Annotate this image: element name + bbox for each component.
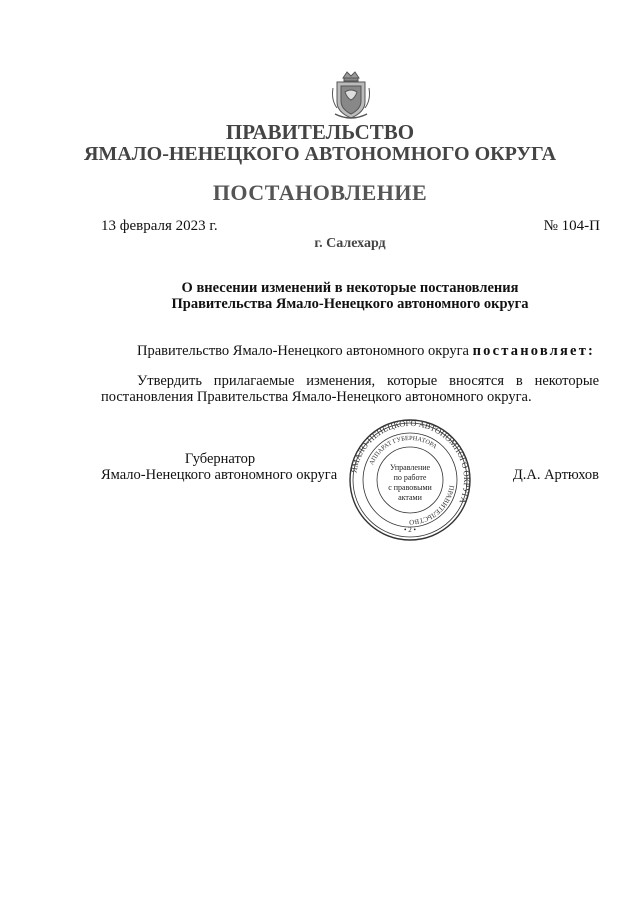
stamp-bottom-mark: • 2 •	[404, 526, 416, 534]
preamble	[137, 343, 595, 360]
stamp-center-line2: по работе	[393, 473, 427, 482]
signer-title-line2: Ямало-Ненецкого автономного округа	[101, 467, 338, 483]
preamble-text: Правительство Ямало-Ненецкого автономного округа	[137, 343, 473, 359]
document-city: г. Салехард	[314, 236, 386, 251]
stamp-ring-text: ПРАВИТЕЛЬСТВО	[408, 484, 456, 527]
stamp-center-line1: Управление	[389, 463, 431, 472]
document-title-line2: Правительства Ямало-Ненецкого автономного округа	[171, 296, 529, 312]
official-stamp	[348, 418, 472, 542]
government-name-line2: ЯМАЛО-НЕНЕЦКОГО АВТОНОМНОГО ОКРУГА	[83, 143, 557, 165]
document-title-line1: О внесении изменений в некоторые постановления	[181, 280, 519, 296]
signer-title-line1: Губернатор	[184, 451, 256, 467]
stamp-center-line3: с правовыми	[388, 483, 432, 492]
stamp-center-line4: актами	[398, 493, 422, 502]
coat-of-arms-emblem	[329, 68, 373, 122]
signer-name: Д.А. Артюхов	[512, 467, 599, 483]
government-name-line1: ПРАВИТЕЛЬСТВО	[225, 120, 415, 144]
paragraph-line1: Утвердить прилагаемые изменения, которые вносятся в некоторые	[137, 373, 599, 389]
stamp-outer-text: ЯМАЛО-НЕНЕЦКОГО АВТОНОМНОГО ОКРУГА	[349, 418, 472, 505]
stamp-inner-text: АППАРАТ ГУБЕРНАТОРА	[368, 434, 438, 467]
document-date: 13 февраля 2023 г.	[101, 218, 218, 234]
document-number: № 104-П	[543, 218, 600, 234]
paragraph-line2: постановления Правительства Ямало-Ненецкого автономного округа.	[101, 389, 532, 405]
preamble-verb: постановляет:	[472, 343, 596, 359]
document-type: ПОСТАНОВЛЕНИЕ	[212, 180, 428, 205]
